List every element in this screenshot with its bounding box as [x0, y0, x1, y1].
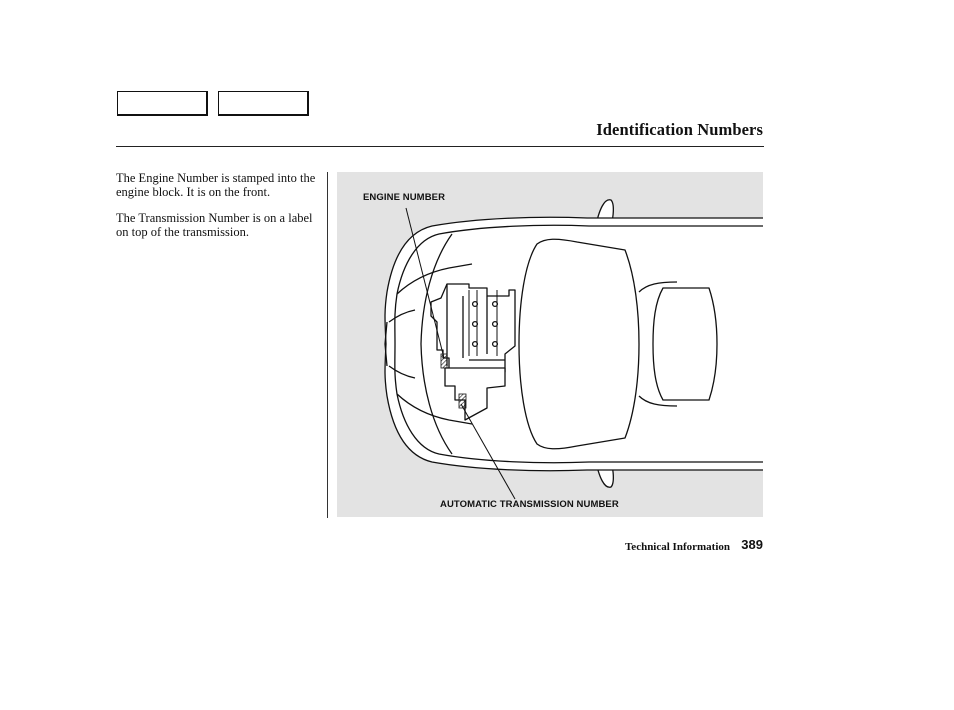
column-divider: [327, 172, 328, 518]
car-top-view-drawing: [337, 172, 763, 517]
transmission-number-callout: AUTOMATIC TRANSMISSION NUMBER: [440, 499, 619, 510]
engine-number-callout: ENGINE NUMBER: [363, 192, 446, 203]
windshield-roof: [519, 239, 639, 449]
nav-prev-button[interactable]: [117, 91, 208, 116]
footer-section-title: Technical Information: [624, 541, 730, 553]
engine-number-paragraph: The Engine Number is stamped into the engine block. It is on the front.: [116, 171, 316, 199]
rear-window: [653, 288, 717, 400]
page-title: Identification Numbers: [596, 120, 763, 139]
page-number: 389: [741, 537, 763, 552]
transmission-number-paragraph: The Transmission Number is on a label on top of the transmission.: [116, 211, 313, 239]
nav-next-button[interactable]: [218, 91, 309, 116]
title-divider: [116, 146, 764, 147]
engine-compartment-illustration: [337, 172, 763, 517]
